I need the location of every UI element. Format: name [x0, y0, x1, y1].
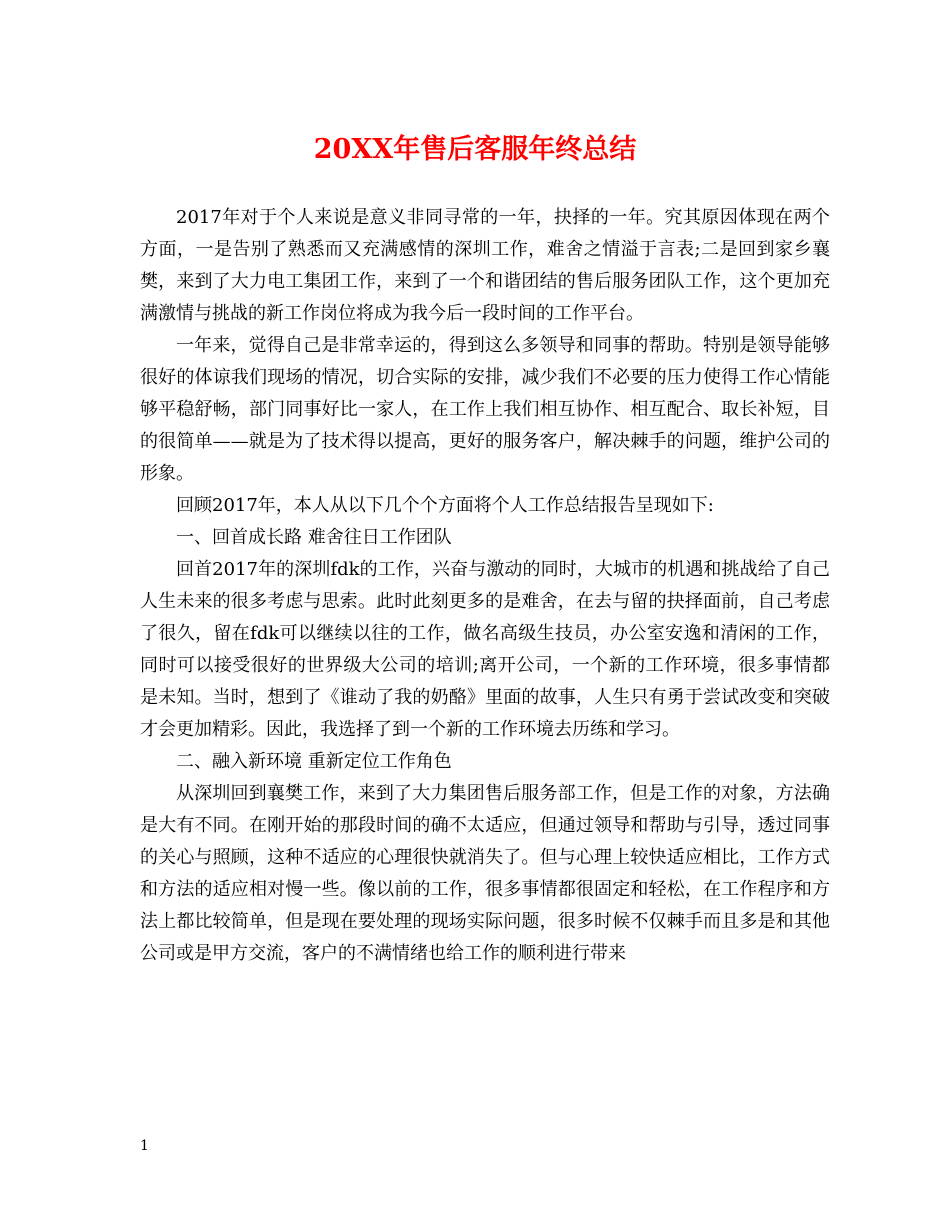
- paragraph-review: 回顾2017年，本人从以下几个个方面将个人工作总结报告呈现如下:: [176, 495, 714, 516]
- paragraph-section-1: 回首2017年的深圳fdk的工作，兴奋与激动的同时，大城市的机遇和挑战给了自己人生未来的很多考虑与思索。此时此刻更多的是难舍，在去与留的抉择面前，自己考虑了很久，留在fdk可以继续以往的工作，做名高级生技员，办公室安逸和清闲的工作，同时可以接受很好的世界级大公司的培训;离开公司，一个新的工作环境，很多事情都是未知。当时，想到了《谁动了我的奶酪》里面的故事，人生只有勇于尝试改变和突破才会更加精彩。因此，我选择了到一个新的工作环境去历练和学习。: [140, 559, 830, 740]
- section-heading-1: 一、回首成长路 难舍往日工作团队: [176, 527, 452, 548]
- section-heading-2: 二、融入新环境 重新定位工作角色: [176, 751, 452, 772]
- paragraph-intro: 2017年对于个人来说是意义非同寻常的一年，抉择的一年。究其原因体现在两个方面，一是告别了熟悉而又充满感情的深圳工作，难舍之情溢于言表;二是回到家乡襄樊，来到了大力电工集团工作，来到了一个和谐团结的售后服务团队工作，这个更加充满激情与挑战的新工作岗位将成为我今后一段时间的工作平台。: [140, 207, 830, 324]
- document-title: 20XX年售后客服年终总结: [313, 134, 637, 165]
- page-number: 1: [140, 1138, 149, 1154]
- paragraph-thanks: 一年来，觉得自己是非常幸运的，得到这么多领导和同事的帮助。特别是领导能够很好的体谅我们现场的情况，切合实际的安排，减少我们不必要的压力使得工作心情能够平稳舒畅，部门同事好比一家人，在工作上我们相互协作、相互配合、取长补短，目的很简单——就是为了技术得以提高，更好的服务客户，解决棘手的问题，维护公司的形象。: [140, 335, 830, 484]
- paragraph-section-2: 从深圳回到襄樊工作，来到了大力集团售后服务部工作，但是工作的对象，方法确是大有不同。在刚开始的那段时间的确不太适应，但通过领导和帮助与引导，透过同事的关心与照顾，这种不适应的心理很快就消失了。但与心理上较快适应相比，工作方式和方法的适应相对慢一些。像以前的工作，很多事情都很固定和轻松，在工作程序和方法上都比较简单，但是现在要处理的现场实际问题，很多时候不仅棘手而且多是和其他公司或是甲方交流，客户的不满情绪也给工作的顺利进行带来: [140, 783, 830, 964]
- document-body: [140, 202, 830, 970]
